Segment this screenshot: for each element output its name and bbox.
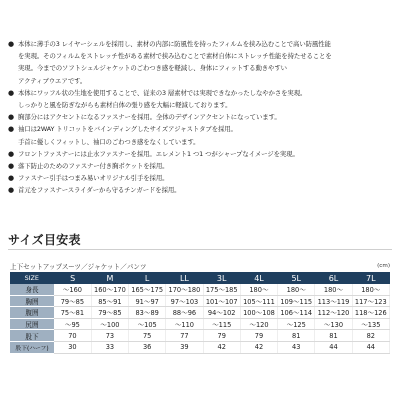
size-cell: 79	[203, 330, 240, 342]
size-cell: 73	[91, 330, 128, 342]
bullet-icon: ●	[8, 174, 15, 183]
feature-text-line: ファスナー引手はつまみ易いオリジナル引手を採用。	[18, 174, 169, 183]
feature-item	[8, 123, 392, 147]
size-cell: 180～	[352, 284, 389, 295]
size-cell: 83～89	[129, 307, 166, 319]
size-cell: 112～120	[315, 307, 352, 319]
size-row	[10, 341, 390, 353]
feature-text-line: アクティブウエアです。	[18, 76, 87, 85]
size-cell: 106～114	[278, 307, 315, 319]
size-table	[10, 272, 390, 354]
size-cell: 109～115	[278, 295, 315, 307]
size-cell: 75～81	[54, 307, 91, 319]
feature-text-line: 実現。今までのソフトシェルジャケットのごわつき感を軽減し、身体にフィットする動きやすい	[18, 64, 287, 73]
size-cell: 44	[315, 341, 352, 353]
size-cell: 94～102	[203, 307, 240, 319]
size-row-label: 尻囲	[10, 318, 54, 330]
size-row	[10, 284, 390, 295]
size-column-header: 7L	[352, 272, 389, 284]
size-column-header: L	[129, 272, 166, 284]
size-column-header: S	[54, 272, 91, 284]
size-column-header: M	[91, 272, 128, 284]
bullet-icon: ●	[8, 149, 15, 158]
size-row-label: 股下(ハーフ)	[10, 341, 54, 353]
size-cell: 75	[129, 330, 166, 342]
size-cell: 85～91	[91, 295, 128, 307]
feature-item	[8, 38, 392, 87]
size-cell: 81	[278, 330, 315, 342]
feature-text-line: 落下防止のためのファスナー付き胸ポケットを採用。	[18, 162, 169, 171]
size-cell: 33	[91, 341, 128, 353]
feature-text-line: を実現。そのフィルムをストレッチ性がある素材で挟み込むことで素材自体にストレッチ性能を持たせることを	[18, 52, 332, 61]
feature-text-line: しっかりと風を防ぎながらも素材自体の張り感を大幅に軽減しております。	[18, 101, 232, 110]
feature-text-line: 胸部分にはアクセントになるファスナーを採用。全体のデザインアクセントになっています。	[18, 113, 281, 122]
size-cell: 101～107	[203, 295, 240, 307]
size-cell: ～100	[91, 318, 128, 330]
size-table-body	[10, 284, 390, 353]
size-cell: 39	[166, 341, 203, 353]
size-cell: 36	[129, 341, 166, 353]
size-cell: ～110	[166, 318, 203, 330]
size-cell: 42	[240, 341, 277, 353]
size-column-header: 6L	[315, 272, 352, 284]
bullet-icon: ●	[8, 186, 15, 195]
size-cell: 91～97	[129, 295, 166, 307]
size-row	[10, 307, 390, 319]
size-cell: ～115	[203, 318, 240, 330]
size-cell: ～160	[54, 284, 91, 295]
bullet-icon: ●	[8, 40, 15, 48]
size-column-header: 3L	[203, 272, 240, 284]
size-header-label: SIZE	[10, 272, 54, 284]
size-cell: ～95	[54, 318, 91, 330]
size-cell: 180～	[240, 284, 277, 295]
bullet-icon: ●	[8, 113, 15, 122]
size-cell: 44	[352, 341, 389, 353]
feature-item	[8, 87, 392, 111]
size-row	[10, 330, 390, 342]
size-row-label: 腹囲	[10, 307, 54, 319]
size-cell: 79	[240, 330, 277, 342]
size-chart-subtitle: 上下セットアップスーツ／ジャケット／パンツ	[10, 263, 147, 271]
size-cell: ～130	[315, 318, 352, 330]
size-cell: 43	[278, 341, 315, 353]
feature-item	[8, 111, 392, 123]
size-row-label: 身長	[10, 284, 54, 295]
size-cell: 97～103	[166, 295, 203, 307]
feature-text-line: 本体にワッフル状の生地を使用することで、従来の3 層素材では実現できなかったしなやかさを実現。	[18, 88, 307, 97]
size-cell: 160～170	[91, 284, 128, 295]
size-cell: 105～111	[240, 295, 277, 307]
size-cell: 42	[203, 341, 240, 353]
size-cell: 175～185	[203, 284, 240, 295]
title-divider	[8, 249, 392, 250]
size-cell: ～125	[278, 318, 315, 330]
size-cell: 117～123	[352, 295, 389, 307]
size-cell: 100～108	[240, 307, 277, 319]
bullet-icon: ●	[8, 162, 15, 171]
size-row	[10, 318, 390, 330]
size-cell: 88～96	[166, 307, 203, 319]
size-cell: 81	[315, 330, 352, 342]
feature-list	[8, 38, 392, 197]
feature-item	[8, 184, 392, 196]
feature-text-line: フロントファスナーには止水ファスナーを採用。エレメント1 つ1 つがシャープなイメージを実現。	[18, 149, 299, 158]
bullet-icon: ●	[8, 88, 15, 97]
size-column-header: LL	[166, 272, 203, 284]
size-cell: 79～85	[91, 307, 128, 319]
size-row	[10, 295, 390, 307]
size-cell: 165～175	[129, 284, 166, 295]
size-cell: ～120	[240, 318, 277, 330]
bullet-icon: ●	[8, 125, 15, 134]
feature-text-line: 本体に薄手の3 レイヤーシェルを採用し、素材の内部に防風性を持ったフィルムを挟み込むことで高い防風性能	[18, 40, 331, 48]
size-row-label: 胸囲	[10, 295, 54, 307]
size-cell: ～105	[129, 318, 166, 330]
size-cell: 113～119	[315, 295, 352, 307]
size-cell: 180～	[315, 284, 352, 295]
feature-item	[8, 148, 392, 160]
unit-label: (cm)	[377, 263, 390, 269]
size-header-row	[10, 272, 390, 284]
size-cell: ～135	[352, 318, 389, 330]
size-cell: 77	[166, 330, 203, 342]
feature-text-line: 手首に優しくフィットし、袖口のごわつき感をなくしています。	[18, 137, 200, 146]
feature-text-line: 首元をファスナースライダーから守るチンガードを採用。	[18, 186, 181, 195]
size-cell: 180～	[278, 284, 315, 295]
feature-item	[8, 160, 392, 172]
feature-item	[8, 172, 392, 184]
size-cell: 30	[54, 341, 91, 353]
feature-text-line: 袖口は2WAY トリコットをバインディングしたサイズアジャストタブを採用。	[18, 125, 237, 134]
size-cell: 82	[352, 330, 389, 342]
size-row-label: 股下	[10, 330, 54, 342]
size-column-header: 4L	[240, 272, 277, 284]
size-chart-title: サイズ目安表	[8, 233, 81, 247]
size-cell: 170～180	[166, 284, 203, 295]
size-cell: 118～126	[352, 307, 389, 319]
size-cell: 79～85	[54, 295, 91, 307]
size-cell: 70	[54, 330, 91, 342]
size-column-header: 5L	[278, 272, 315, 284]
